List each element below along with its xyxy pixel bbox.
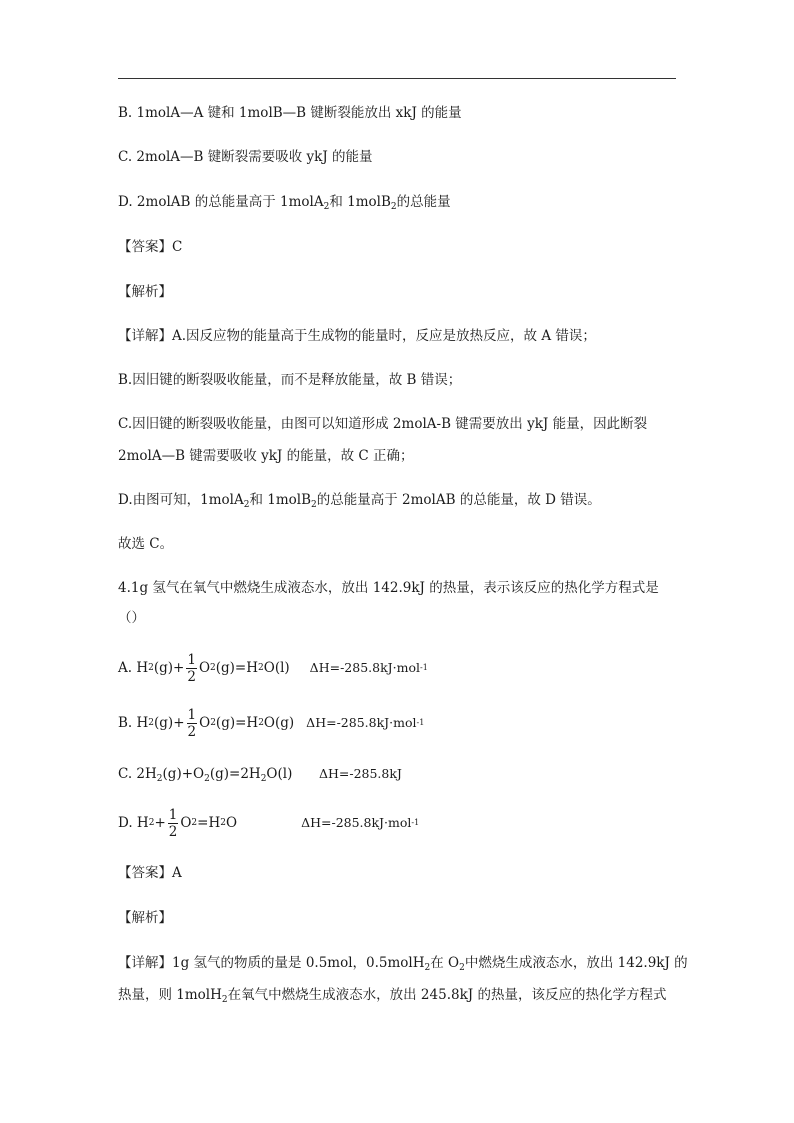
q4-option-b: B. H 2 (g)+ $\frac{1}{2}$ O 2 (g)=H 2 O(g) ΔH=-285.8kJ·mol -1 <box>118 706 425 740</box>
q3-answer: 【答案】C <box>118 239 183 255</box>
q3-detail-d: D.由图可知，1molA$_2$和 1molB$_2$的总能量高于 2molAB 的总能量，故 D 错误。 <box>118 492 601 510</box>
q3-option-d: D. 2molAB 的总能量高于 1molA$_2$和 1molB$_2$的总能量 <box>118 194 451 212</box>
q3-conclusion: 故选 C。 <box>118 536 174 552</box>
q3-detail-c-line1: C.因旧键的断裂吸收能量，由图可以知道形成 2molA-B 键需要放出 ykJ 能量，因此断裂 <box>118 416 648 432</box>
q3-analysis-heading: 【解析】 <box>118 284 172 300</box>
q3-detail-c-line2: 2molA—B 键需要吸收 ykJ 的能量，故 C 正确； <box>118 448 414 464</box>
q3-option-c: C. 2molA—B 键断裂需要吸收 ykJ 的能量 <box>118 149 373 165</box>
q4-stem-line2: （） <box>118 610 145 626</box>
q4-option-c: C. $2H_2(g)+O_2(g)=2H_2O(l)$ ΔH=-285.8kJ <box>118 766 402 784</box>
q3-option-b: B. 1molA—A 键和 1molB—B 键断裂能放出 xkJ 的能量 <box>118 105 462 121</box>
q4-analysis-heading: 【解析】 <box>118 910 172 926</box>
q3-detail-b: B.因旧键的断裂吸收能量，而不是释放能量，故 B 错误； <box>118 372 462 388</box>
q4-detail-line1: 【详解】1g 氢气的物质的量是 0.5mol，0.5molH$_2$在 $O_2$中燃烧生成液态水，放出 142.9kJ 的 <box>118 955 688 973</box>
fraction-one-half: $\frac{1}{2}$ <box>168 806 178 840</box>
q4-option-a: A. H 2 (g)+ $\frac{1}{2}$ O 2 (g)=H 2 O(l) ΔH=-285.8kJ·mol -1 <box>118 651 428 685</box>
fraction-one-half: $\frac{1}{2}$ <box>187 651 196 685</box>
q4-option-d: D. H 2 + $\frac{1}{2}$ O 2 =H 2 O ΔH=-285.8kJ·mol -1 <box>118 806 420 840</box>
fraction-one-half: $\frac{1}{2}$ <box>187 706 197 740</box>
q4-stem-line1: 4.1g 氢气在氧气中燃烧生成液态水，放出 142.9kJ 的热量，表示该反应的热化学方程式是 <box>118 580 659 596</box>
q3-detail-a: 【详解】A.因反应物的能量高于生成物的能量时，反应是放热反应，故 A 错误； <box>118 328 596 344</box>
q4-answer: 【答案】A <box>118 865 182 881</box>
q4-detail-line2: 热量，则 1molH$_2$在氧气中燃烧生成液态水，放出 245.8kJ 的热量，该反应的热化学方程式 <box>118 987 667 1005</box>
header-rule <box>118 78 676 79</box>
